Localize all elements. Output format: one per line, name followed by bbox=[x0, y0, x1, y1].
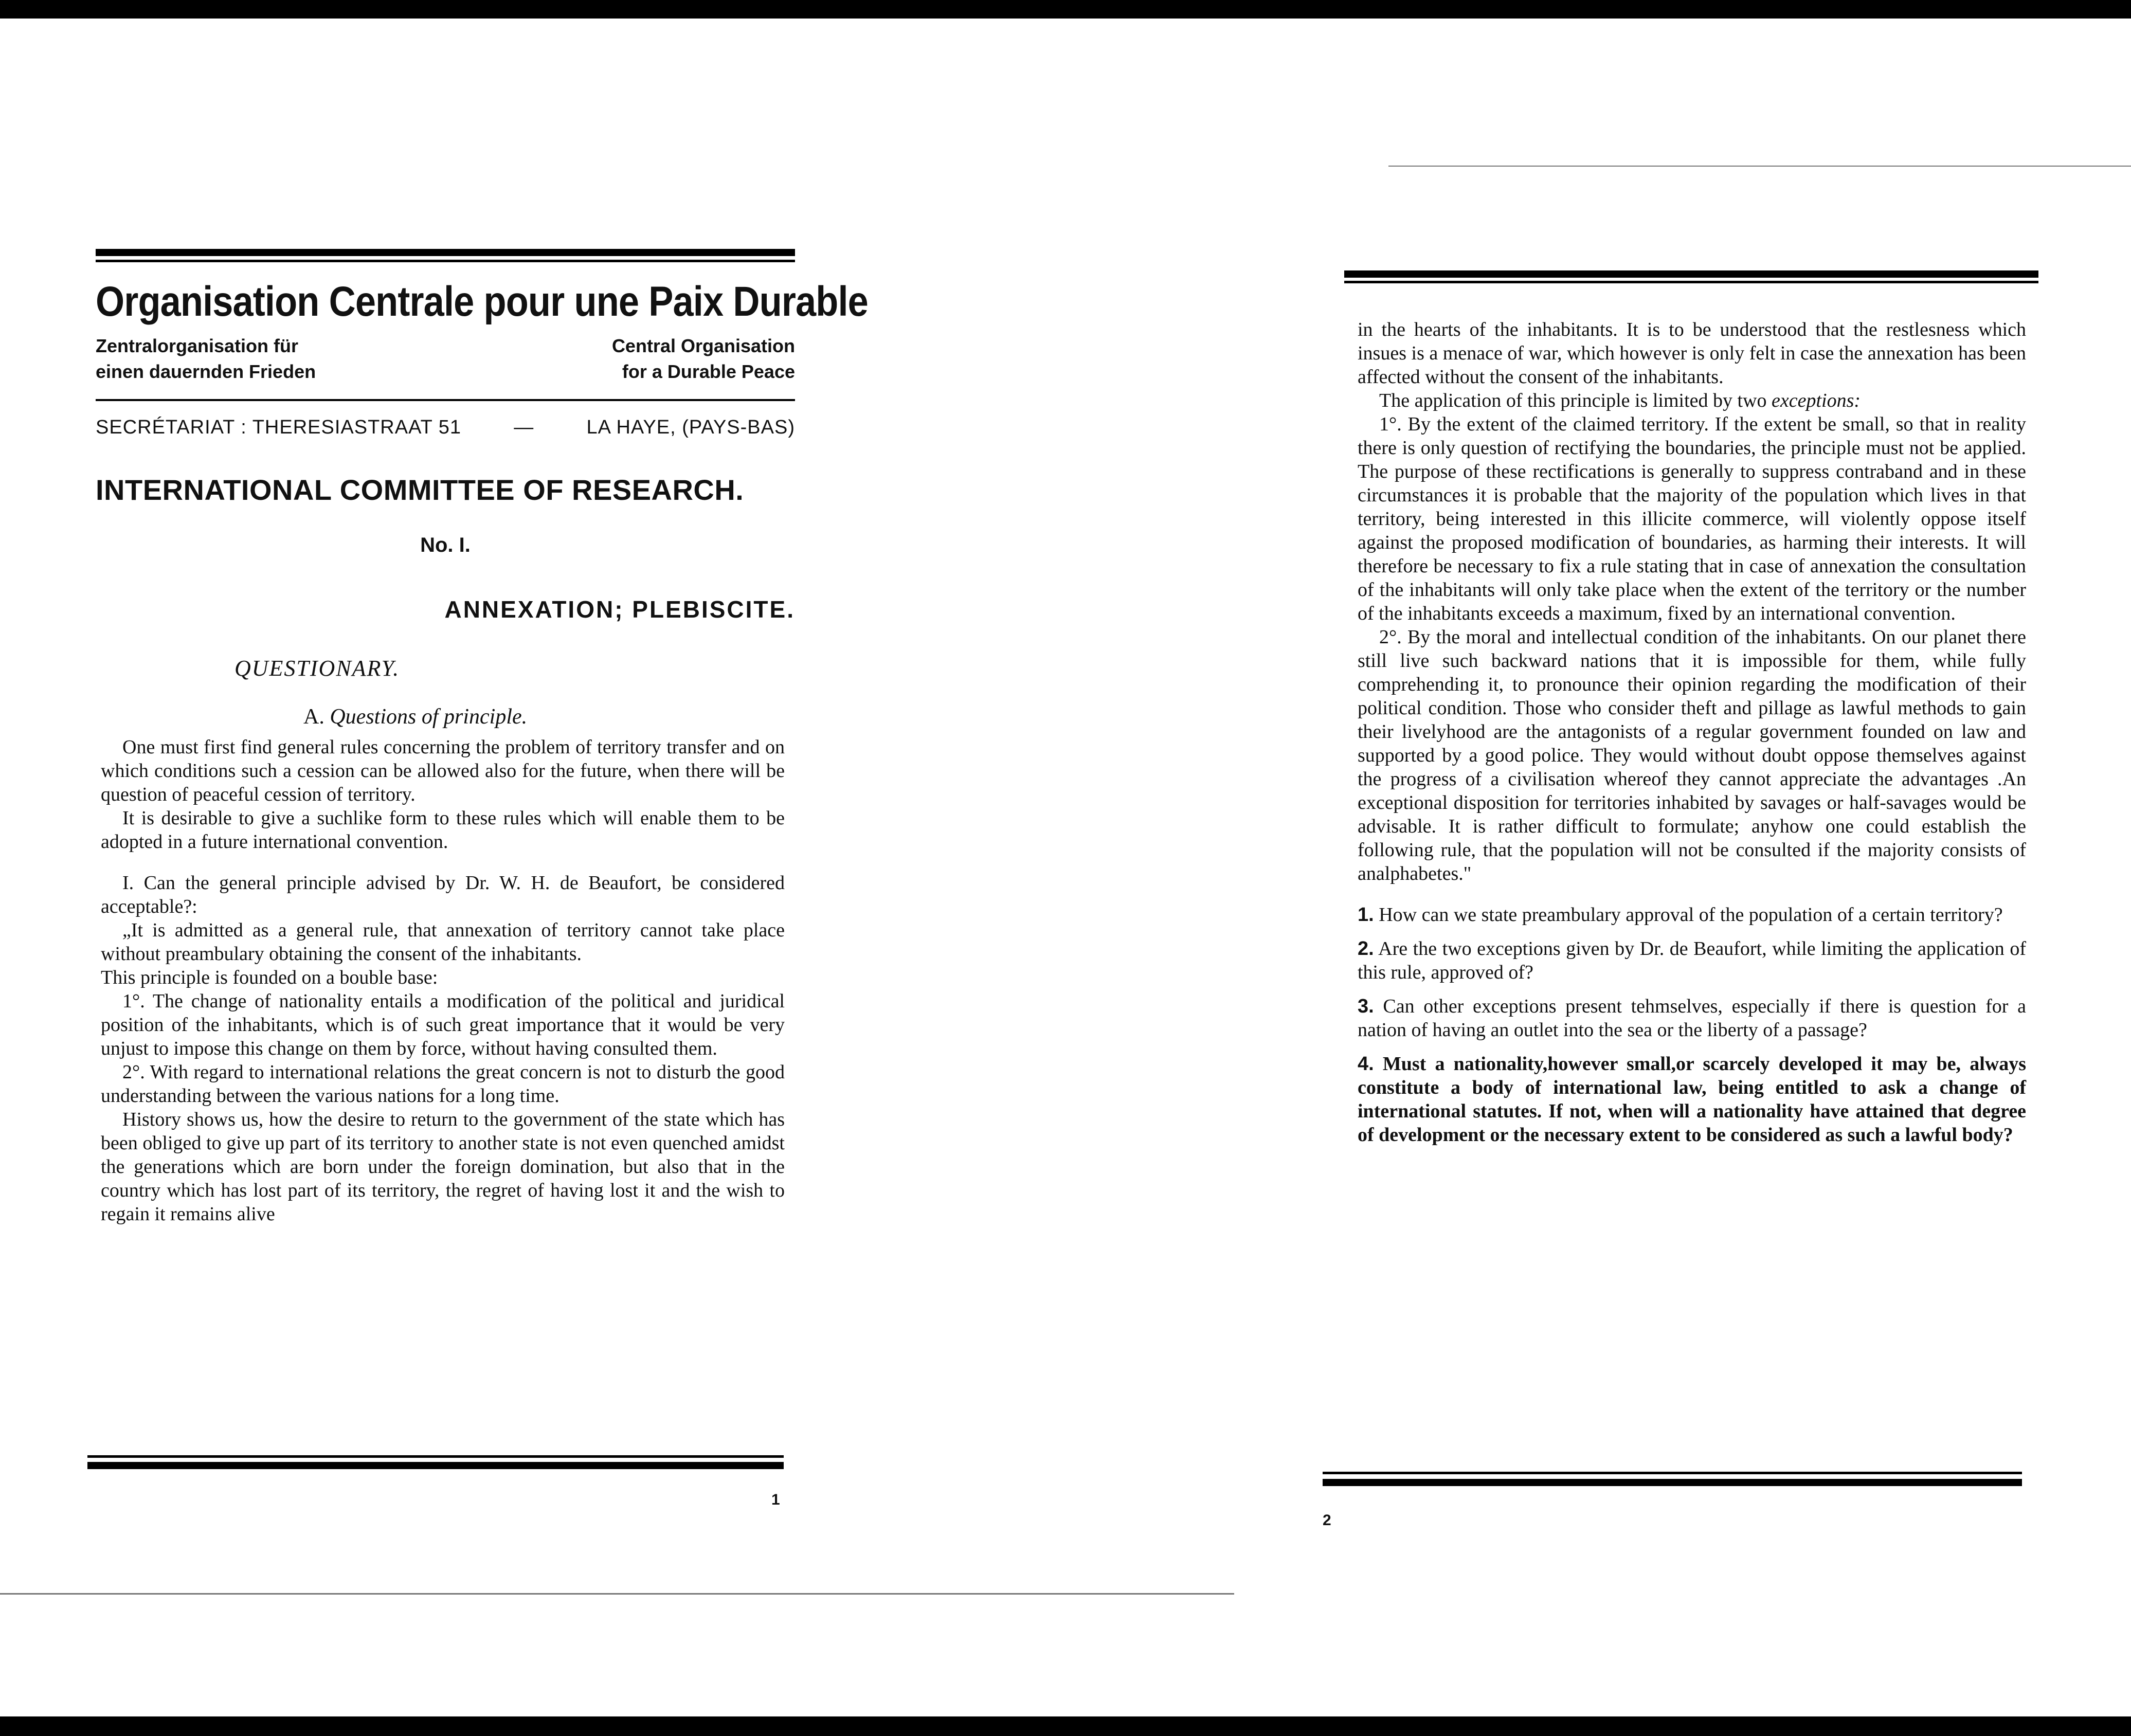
scan-bottom-border bbox=[0, 1716, 2131, 1736]
page-number: 2 bbox=[1323, 1512, 1331, 1529]
header-rule-thin bbox=[1344, 281, 2038, 283]
header-rule-thick bbox=[1344, 270, 2038, 278]
english-subtitle bbox=[540, 333, 795, 385]
exceptions-intro-text: The application of this principle is limited by two bbox=[1379, 390, 1767, 411]
exception-1: 1°. By the extent of the claimed territory. If the extent be small, so that in reality there is only question of rectifying the boundaries, the principle must not be applied. The purpose of these rectifications is generally to suppress contraband and in these circumstances it is probable that the majority of the population which lives in that territory, being interested in this illicite commerce, will violently oppose itself against the proposed modification of boundaries, as harming their interests. It will therefore be necessary to fix a rule stating that in case of annexation the consultation of the inhabitants will only take place when the extent of the territory or the number of the inhabitants exceeds a maximum, fixed by an international convention. bbox=[1358, 413, 2026, 624]
section-prefix: A. bbox=[303, 705, 324, 729]
right-body-text bbox=[1358, 318, 2026, 1147]
header-rule-thin bbox=[96, 260, 795, 262]
committee-heading: INTERNATIONAL COMMITTEE OF RESEARCH. bbox=[96, 474, 744, 506]
english-subtitle-line2: for a Durable Peace bbox=[622, 361, 795, 382]
section-title: Questions of principle. bbox=[330, 705, 528, 729]
questionary-heading: QUESTIONARY. bbox=[234, 656, 400, 681]
question-number: 2. bbox=[1358, 938, 1374, 960]
section-heading bbox=[303, 704, 527, 729]
secretariat-city: LA HAYE, (PAYS-BAS) bbox=[586, 417, 795, 438]
footer-rule-thin bbox=[1323, 1472, 2022, 1474]
left-body-text bbox=[101, 735, 785, 1226]
principle-base: This principle is founded on a bouble base: bbox=[101, 967, 438, 988]
numbered-question bbox=[1358, 994, 2026, 1042]
question-i: I. Can the general principle advised by Dr. W. H. de Beaufort, be considered acceptable?: bbox=[101, 872, 785, 917]
continuation-paragraph: in the hearts of the inhabitants. It is to be understood that the restlesness which insues is a menace of war, which however is only felt in case the annexation has been affected without the consent of the inhabitants. bbox=[1358, 319, 2026, 388]
question-number: 1. bbox=[1358, 904, 1374, 926]
history-paragraph: History shows us, how the desire to return to the government of the state which has been obliged to give up part of its territory to another state is not even quenched amidst the generations which are born under the foreign domination, but also that in the country which has lost part of its territory, the regret of having lost it and the wish to regain it remains alive bbox=[101, 1109, 785, 1225]
footer-rule-thin bbox=[87, 1455, 784, 1458]
organisation-title: Organisation Centrale pour une Paix Durable bbox=[96, 278, 868, 325]
question-text: Are the two exceptions given by Dr. de Beaufort, while limiting the application of this rule, approved of? bbox=[1358, 938, 2026, 983]
paragraph: One must first find general rules concerning the problem of territory transfer and on which conditions such a cession can be allowed also for the future, when there will be question of peaceful cession of territory. bbox=[101, 736, 785, 805]
secretariat-label: SECRÉTARIAT : THERESIASTRAAT 51 bbox=[96, 417, 461, 438]
english-subtitle-line1: Central Organisation bbox=[611, 335, 795, 356]
exceptions-word: exceptions: bbox=[1772, 390, 1861, 411]
numbered-question bbox=[1358, 903, 2026, 927]
german-subtitle-line2: einen dauernden Frieden bbox=[96, 361, 316, 382]
scan-edge-line bbox=[1388, 166, 2131, 167]
numbered-question bbox=[1358, 937, 2026, 984]
paragraph: It is desirable to give a suchlike form to these rules which will enable them to be adopted in a future international convention. bbox=[101, 807, 785, 853]
page-number: 1 bbox=[771, 1491, 780, 1508]
secretariat-dash: — bbox=[514, 417, 534, 438]
secretariat-address bbox=[96, 417, 795, 439]
exception-2: 2°. By the moral and intellectual condition of the inhabitants. On our planet there still live such backward nations that it is impossible for them, while fully comprehending it, to pronounce their opinion regarding the modification of their political condition. Those who consider theft and pillage as lawful methods to gain their livelyhood are the antagonists of a regular government founded on law and supported by a good police. They would without doubt oppose themselves against the progress of a civilisation whereof they cannot appreciate the advantages .An exceptional disposition for territories inhabited by savages or half-savages would be advisable. It is rather difficult to formulate; anyhow one could establish the following rule, that the population will not be consulted if the majority consists of analphabetes." bbox=[1358, 626, 2026, 884]
subtitle-rule bbox=[96, 399, 795, 401]
principle-quote: „It is admitted as a general rule, that annexation of territory cannot take place without preambulary obtaining the consent of the inhabitants. bbox=[101, 919, 785, 965]
numbered-question bbox=[1358, 1052, 2026, 1147]
scan-edge-line bbox=[0, 1593, 1234, 1595]
german-subtitle bbox=[96, 333, 316, 385]
question-text: How can we state preambulary approval of the population of a certain territory? bbox=[1379, 904, 2003, 926]
question-text: Must a nationality,however small,or scarcely developed it may be, always constitute a body of international law, being entitled to ask a change of international statutes. If not, when will a nationality have attained that degree of development or the necessary extent to be considered as such a lawful body? bbox=[1358, 1053, 2027, 1146]
question-number: 4. bbox=[1358, 1053, 1374, 1075]
header-rule-thick bbox=[96, 249, 795, 256]
question-text: Can other exceptions present tehmselves, especially if there is question for a nation of having an outlet into the sea or the liberty of a passage? bbox=[1358, 996, 2026, 1041]
document-number: No. I. bbox=[420, 534, 471, 556]
exceptions-intro bbox=[1358, 389, 2026, 412]
german-subtitle-line1: Zentralorganisation für bbox=[96, 335, 299, 356]
point-2: 2°. With regard to international relations the great concern is not to disturb the good understanding between the various nations for a long time. bbox=[101, 1061, 785, 1107]
topic-heading: ANNEXATION; PLEBISCITE. bbox=[444, 596, 795, 623]
footer-rule-thick bbox=[1323, 1479, 2022, 1486]
point-1: 1°. The change of nationality entails a modification of the political and juridical position of the inhabitants, which is of such great importance that it would be very unjust to impose this change on them by force, without having consulted them. bbox=[101, 990, 785, 1059]
question-number: 3. bbox=[1358, 996, 1374, 1017]
footer-rule-thick bbox=[87, 1462, 784, 1469]
scan-top-border bbox=[0, 0, 2131, 19]
